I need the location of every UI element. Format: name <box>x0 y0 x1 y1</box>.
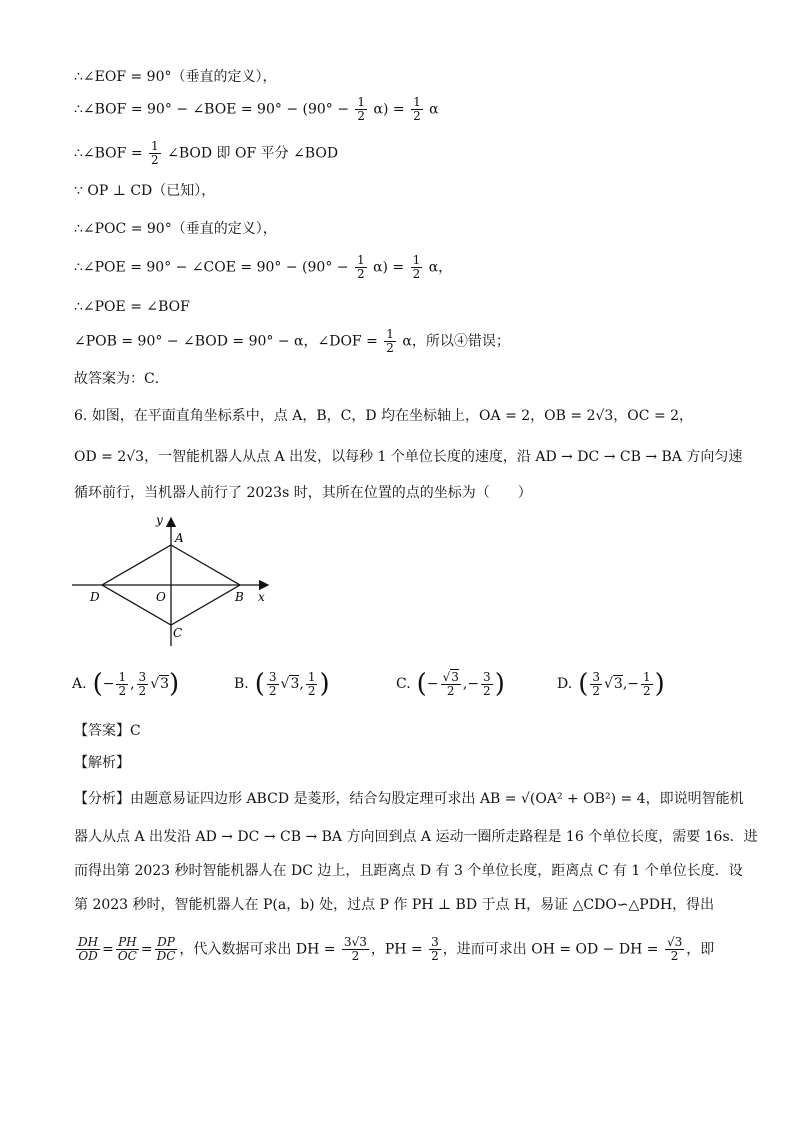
solution-line-3: ∴∠BOF = $\frac{1}{2}$ ∠BOD 即 OF 平分 ∠BOD <box>74 139 339 167</box>
fraction: $\frac{1}{2}$ <box>386 327 394 355</box>
label-y: y <box>156 513 163 527</box>
answer-label: 【答案】 <box>74 723 130 739</box>
option-d[interactable]: D. ( $\frac{3}{2}$ √3,− $\frac{1}{2}$ ) <box>557 669 665 699</box>
question-6-line-3: 循环前行，当机器人前行了 2023s 时，其所在位置的点的坐标为（ ） <box>74 485 532 501</box>
fraction: $\frac{1}{2}$ <box>151 139 159 167</box>
solution-line-9: 故答案为：C． <box>74 371 169 387</box>
label-d: D <box>90 590 100 604</box>
solution-line-5: ∴∠POC = 90°（垂直的定义）， <box>74 221 277 237</box>
label-c: C <box>173 626 183 640</box>
solution-line-8: ∠POB = 90° − ∠BOD = 90° − α，∠DOF = $\frac{1}{2}$ α，所以④错误； <box>74 327 510 355</box>
question-6-line-1: 6. 如图，在平面直角坐标系中，点 A，B，C，D 均在坐标轴上，OA = 2，OB = 2√3，OC = 2， <box>74 408 694 424</box>
solution-line-7: ∴∠POE = ∠BOF <box>74 299 190 315</box>
analysis-paragraph-2: 器人从点 A 出发沿 AD → DC → CB → BA 方向回到点 A 运动一圈所走路程是 16 个单位长度，需要 16s．进 <box>74 829 758 845</box>
answer-value: C <box>130 723 141 739</box>
solution-line-4: ∵ OP ⊥ CD（已知）， <box>74 183 216 199</box>
question-6-line-2: OD = 2√3，一智能机器人从点 A 出发，以每秒 1 个单位长度的速度，沿 AD → DC → CB → BA 方向匀速 <box>74 449 743 465</box>
fraction: $\frac{1}{2}$ <box>357 95 366 123</box>
analysis-paragraph-1: 【分析】由题意易证四边形 ABCD 是菱形，结合勾股定理可求出 AB = √(OA² + OB²) = 4，即说明智能机 <box>74 791 744 807</box>
label-b: B <box>235 590 244 604</box>
option-b[interactable]: B. ( $\frac{3}{2}$ √3, $\frac{1}{2}$ ) <box>234 669 330 699</box>
fraction: $\frac{1}{2}$ <box>413 95 421 123</box>
analysis-paragraph-3: 而得出第 2023 秒时智能机器人在 DC 边上，且距离点 D 有 3 个单位长度，距离点 C 有 1 个单位长度．设 <box>74 863 743 879</box>
label-x: x <box>258 590 265 604</box>
fraction: $\frac{1}{2}$ <box>356 253 365 281</box>
label-o: O <box>156 590 166 604</box>
solution-line-2: ∴∠BOF = 90° − ∠BOE = 90° − (90° − $\frac{1}{2}$ α) = $\frac{1}{2}$ α <box>74 95 439 123</box>
analysis-paragraph-5: $\frac{DH}{OD}$ = $\frac{PH}{OC}$ = $\frac{DP}{DC}$ ，代入数据可求出 DH = $\frac{3√3}{2}$ ，PH = $\frac{3}{2}$ ，进而可求出 OH = OD − DH = $\frac{√3}{2}$ ，即 <box>78 935 715 963</box>
option-a[interactable]: A. (− $\frac{1}{2}$ , $\frac{3}{2}$ √3) <box>72 669 180 699</box>
fraction: $\frac{1}{2}$ <box>412 253 421 281</box>
answer-line <box>74 720 141 742</box>
option-c[interactable]: C. (− $\frac{√3}{2}$ ,− $\frac{3}{2}$ ) <box>396 669 505 699</box>
analysis-paragraph-4: 第 2023 秒时，智能机器人在 P(a，b) 处，过点 P 作 PH ⊥ BD 于点 H，易证 △CDO∽△PDH，得出 <box>74 897 715 913</box>
label-a: A <box>175 531 184 545</box>
analysis-label: 【解析】 <box>74 755 130 771</box>
solution-line-1: ∴∠EOF = 90°（垂直的定义）， <box>74 69 277 85</box>
solution-line-6: ∴∠POE = 90° − ∠COE = 90° − (90° − $\frac{1}{2}$ α) = $\frac{1}{2}$ α， <box>74 253 453 281</box>
question-number: 6. <box>74 408 88 424</box>
coordinate-figure <box>70 510 280 650</box>
